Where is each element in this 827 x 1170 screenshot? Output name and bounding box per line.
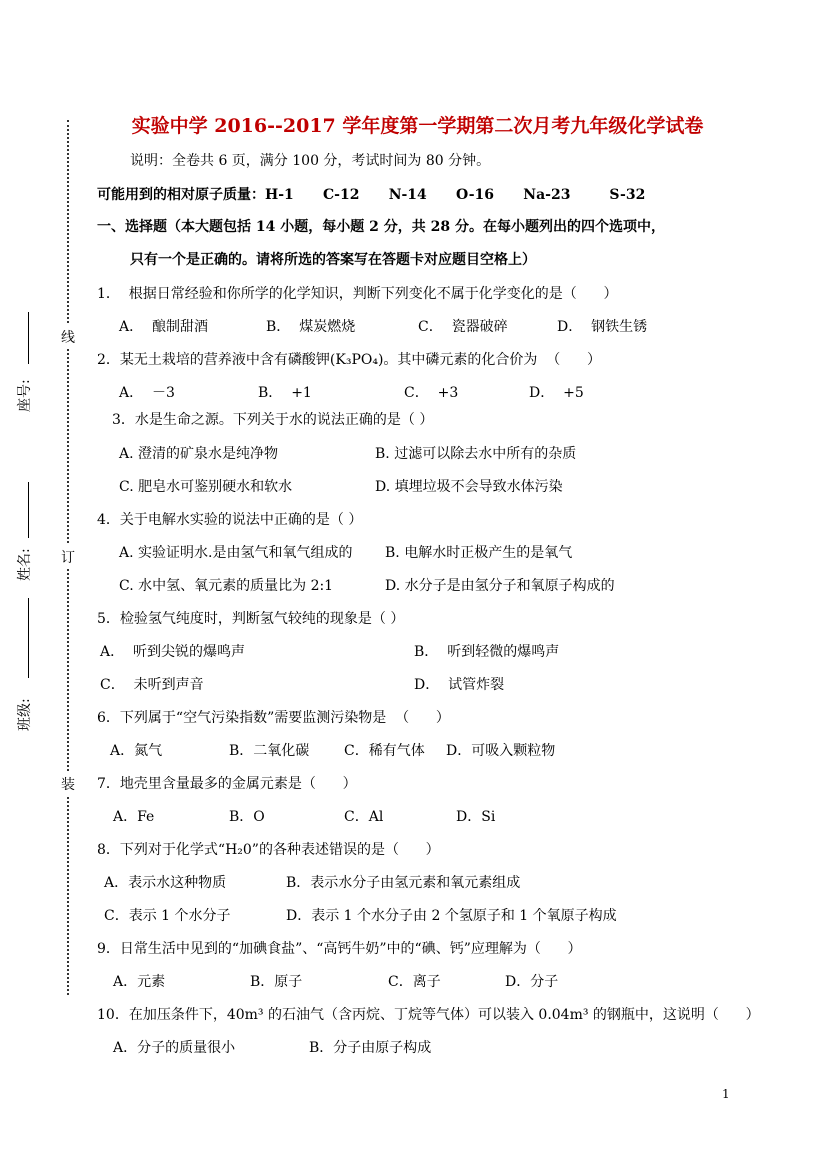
- q2-option-c: C． +3: [404, 385, 459, 401]
- class-label: 班级:: [17, 698, 33, 731]
- q4-option-a: A. 实验证明水.是由氢气和氧气组成的: [119, 545, 353, 561]
- q4-option-c: C. 水中氢、氧元素的质量比为 2:1: [119, 578, 334, 594]
- class-blank-line: [28, 598, 29, 678]
- q4-option-d: D. 水分子是由氢分子和氧原子构成的: [385, 578, 615, 594]
- name-blank-line: [28, 482, 29, 538]
- q3-option-c: C. 肥皂水可鉴别硬水和软水: [119, 479, 293, 495]
- section-heading-line1: 一、选择题（本大题包括 14 小题，每小题 2 分，共 28 分。在每小题列出的四个选项中，: [97, 219, 665, 235]
- q8-option-d: D．表示 1 个水分子由 2 个氢原子和 1 个氧原子构成: [286, 908, 617, 924]
- q8-option-c: C．表示 1 个水分子: [104, 908, 231, 924]
- q3-option-d: D. 填埋垃圾不会导致水体污染: [375, 479, 563, 495]
- q3-option-b: B. 过滤可以除去水中所有的杂质: [375, 446, 577, 462]
- q5-option-b: B． 听到轻微的爆鸣声: [414, 644, 560, 660]
- exam-note: 说明：全卷共 6 页，满分 100 分，考试时间为 80 分钟。: [130, 153, 491, 169]
- q1-option-b: B． 煤炭燃烧: [266, 319, 356, 335]
- page-number: 1: [722, 1087, 730, 1101]
- q1-option-a: A． 酿制甜酒: [119, 319, 209, 335]
- exam-title: 实验中学 2016--2017 学年度第一学期第二次月考九年级化学试卷: [131, 115, 704, 137]
- q6-option-b: B．二氧化碳: [229, 743, 310, 759]
- seat-blank-line: [28, 312, 29, 364]
- binding-char-xian: 线: [61, 325, 75, 349]
- q8-stem: 8．下列对于化学式“H₂0”的各种表述错误的是（ ）: [97, 842, 440, 858]
- q10-option-b: B．分子由原子构成: [309, 1040, 432, 1056]
- q7-option-d: D．Si: [456, 809, 496, 825]
- q7-option-b: B．O: [229, 809, 265, 825]
- q6-option-d: D．可吸入颗粒物: [446, 743, 556, 759]
- q6-option-a: A．氮气: [110, 743, 163, 759]
- q2-stem: 2．某无土栽培的营养液中含有磷酸钾(K₃PO₄)。其中磷元素的化合价为 （ ）: [97, 352, 602, 368]
- name-label: 姓名:: [17, 548, 33, 581]
- q5-option-a: A． 听到尖锐的爆鸣声: [100, 644, 246, 660]
- binding-char-zhuang: 装: [61, 772, 75, 796]
- q6-stem: 6．下列属于“空气污染指数”需要监测污染物是 （ ）: [97, 710, 450, 726]
- q9-stem: 9．日常生活中见到的“加碘食盐”、“高钙牛奶”中的“碘、钙”应理解为（ ）: [97, 941, 582, 957]
- q3-stem: 3．水是生命之源。下列关于水的说法正确的是（ ）: [112, 412, 434, 428]
- q8-option-b: B．表示水分子由氢元素和氧元素组成: [286, 875, 521, 891]
- q4-stem: 4．关于电解水实验的说法中正确的是（ ）: [97, 512, 363, 528]
- atomic-mass-line: 可能用到的相对原子质量：H-1 C-12 N-14 O-16 Na-23 S-32: [97, 187, 646, 203]
- q9-option-c: C．离子: [388, 974, 441, 990]
- q7-stem: 7．地壳里含量最多的金属元素是（ ）: [97, 776, 357, 792]
- q7-option-c: C．Al: [344, 809, 384, 825]
- q9-option-d: D．分子: [505, 974, 559, 990]
- q5-option-c: C． 未听到声音: [100, 677, 204, 693]
- q5-option-d: D． 试管炸裂: [414, 677, 505, 693]
- seat-label: 座号:: [17, 379, 33, 412]
- q9-option-b: B．原子: [250, 974, 303, 990]
- q1-option-d: D． 钢铁生锈: [557, 319, 648, 335]
- q1-option-c: C． 瓷器破碎: [418, 319, 508, 335]
- q2-option-b: B． +1: [258, 385, 312, 401]
- q3-option-a: A. 澄清的矿泉水是纯净物: [119, 446, 279, 462]
- q5-stem: 5．检验氢气纯度时，判断氢气较纯的现象是（ ）: [97, 611, 405, 627]
- q9-option-a: A．元素: [113, 974, 166, 990]
- binding-char-ding: 订: [61, 545, 75, 569]
- q1-stem: 1． 根据日常经验和你所学的化学知识，判断下列变化不属于化学变化的是（ ）: [97, 286, 618, 302]
- q6-option-c: C．稀有气体: [344, 743, 425, 759]
- q10-stem: 10．在加压条件下，40m³ 的石油气（含丙烷、丁烷等气体）可以装入 0.04m³ 的钢瓶中，这说明（ ）: [97, 1007, 760, 1023]
- q8-option-a: A．表示水这种物质: [104, 875, 227, 891]
- section-heading-line2: 只有一个是正确的。请将所选的答案写在答题卡对应题目空格上）: [130, 252, 536, 268]
- q7-option-a: A．Fe: [113, 809, 155, 825]
- q10-option-a: A．分子的质量很小: [113, 1040, 236, 1056]
- q2-option-a: A． －3: [119, 385, 175, 401]
- q4-option-b: B. 电解水时正极产生的是氧气: [385, 545, 573, 561]
- q2-option-d: D． +5: [529, 385, 584, 401]
